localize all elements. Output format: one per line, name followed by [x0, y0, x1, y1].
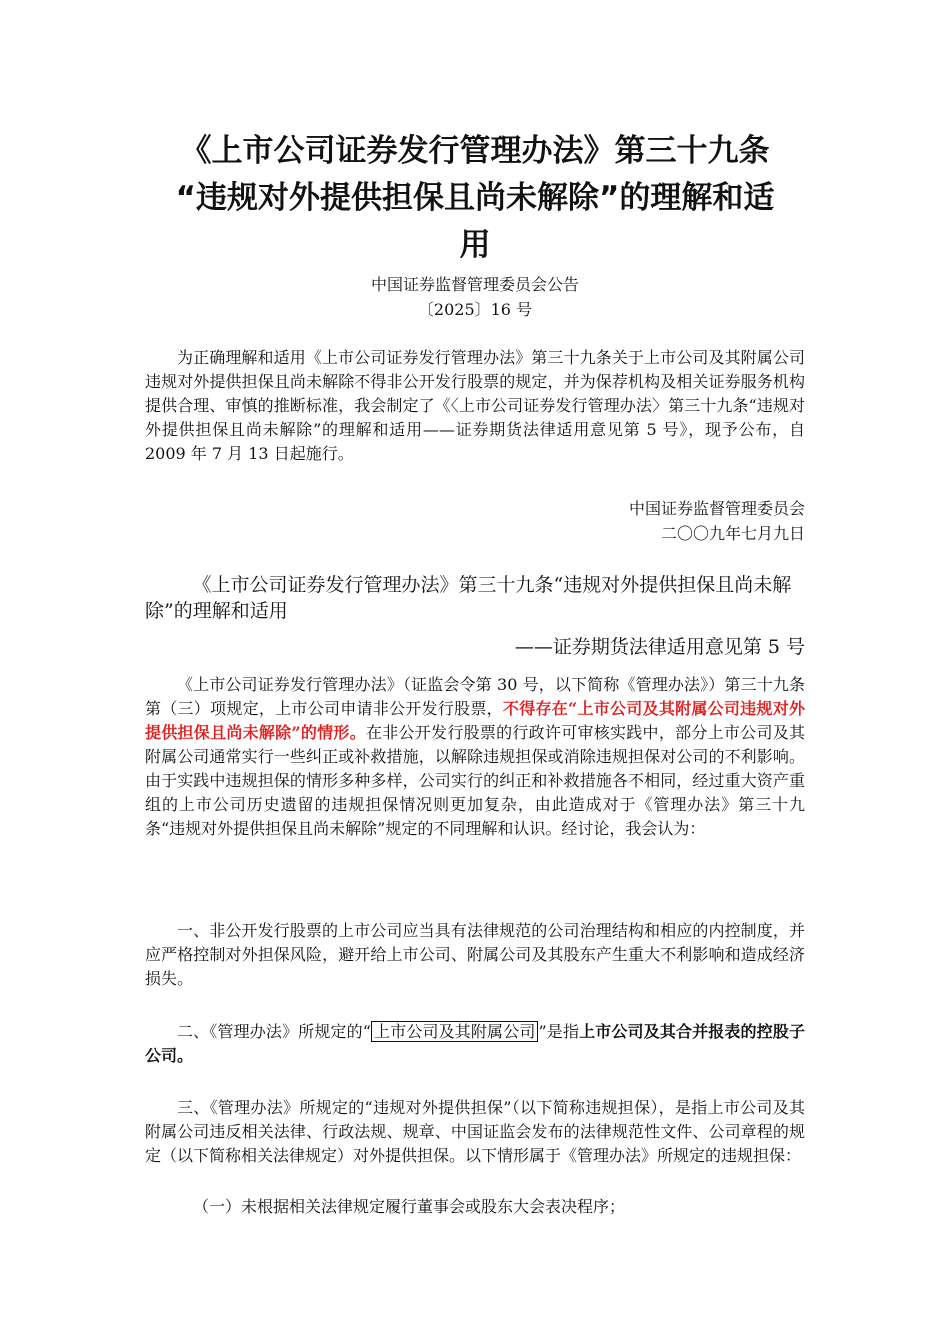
opinion-subtitle-right: ——证券期货法律适用意见第 5 号	[514, 636, 805, 658]
paragraph-3-text-b: ”是指	[538, 1022, 580, 1041]
paragraph-4: 三、《管理办法》所规定的“违规对外提供担保”（以下简称违规担保），是指上市公司及其附属公司违反相关法律、行政法规、规章、中国证监会发布的法律规范性文件、公司章程的规定（以下简称相关法律规定）对外提供担保。以下情形属于《管理办法》所规定的违规担保：	[145, 1098, 805, 1165]
paragraph-1-highlight: 不得存在“上市公司及其附属公司违规对外提供担保且尚未解除”的情形。	[145, 699, 805, 742]
opinion-subtitle: 《上市公司证券发行管理办法》第三十九条“违规对外提供担保且尚未解除”的理解和适用	[145, 574, 792, 622]
paragraph-3-bold: 上市公司及其合并报表的控股子公司。	[145, 1022, 805, 1065]
paragraph-3	[145, 1020, 805, 1068]
title-line-3: 用	[459, 227, 491, 263]
title-line-2: “违规对外提供担保且尚未解除”的理解和适	[175, 180, 775, 216]
paragraph-3-text-a: 二、《管理办法》所规定的“	[177, 1022, 371, 1041]
signer: 中国证券监督管理委员会	[628, 499, 805, 518]
paragraph-5: （一）未根据相关法律规定履行董事会或股东大会表决程序；	[193, 1197, 626, 1216]
announcement-number: 〔2025〕16 号	[417, 300, 533, 319]
paragraph-1	[145, 673, 805, 841]
sign-date: 二〇〇九年七月九日	[660, 524, 805, 543]
paragraph-2: 一、非公开发行股票的上市公司应当具有法律规范的公司治理结构和相应的内控制度，并应严格控制对外担保风险，避开给上市公司、附属公司及其股东产生重大不利影响和造成经济损失。	[145, 921, 805, 988]
announcement-issuer: 中国证券监督管理委员会公告	[370, 275, 579, 294]
intro-paragraph: 为正确理解和适用《上市公司证券发行管理办法》第三十九条关于上市公司及其附属公司违规对外提供担保且尚未解除不得非公开发行股票的规定，并为保荐机构及相关证券服务机构提供合理、审慎的推断标准，我会制定了《〈上市公司证券发行管理办法〉第三十九条“违规对外提供担保且尚未解除”的理解和适用——证券期货法律适用意见第 5 号》，现予公布，自 2009 年 7 月 13 日起施行。	[145, 348, 805, 463]
boxed-term: 上市公司及其附属公司	[371, 1021, 539, 1042]
paragraph-1-text-b: 在非公开发行股票的行政许可审核实践中，部分上市公司及其附属公司通常实行一些纠正或补救措施，以解除违规担保或消除违规担保对公司的不利影响。由于实践中违规担保的情形多种多样，公司实行的纠正和补救措施各不相同，经过重大资产重组的上市公司历史遗留的违规担保情况则更加复杂，由此造成对于《管理办法》第三十九条“违规对外提供担保且尚未解除”规定的不同理解和认识。经讨论，我会认为：	[145, 723, 805, 838]
document-title	[145, 128, 805, 269]
paragraph-1-text-a: 《上市公司证券发行管理办法》（证监会令第 30 号，以下简称《管理办法》）第三十九条第（三）项规定，上市公司申请非公开发行股票，	[145, 675, 805, 718]
title-line-1: 《上市公司证券发行管理办法》第三十九条	[180, 133, 770, 169]
